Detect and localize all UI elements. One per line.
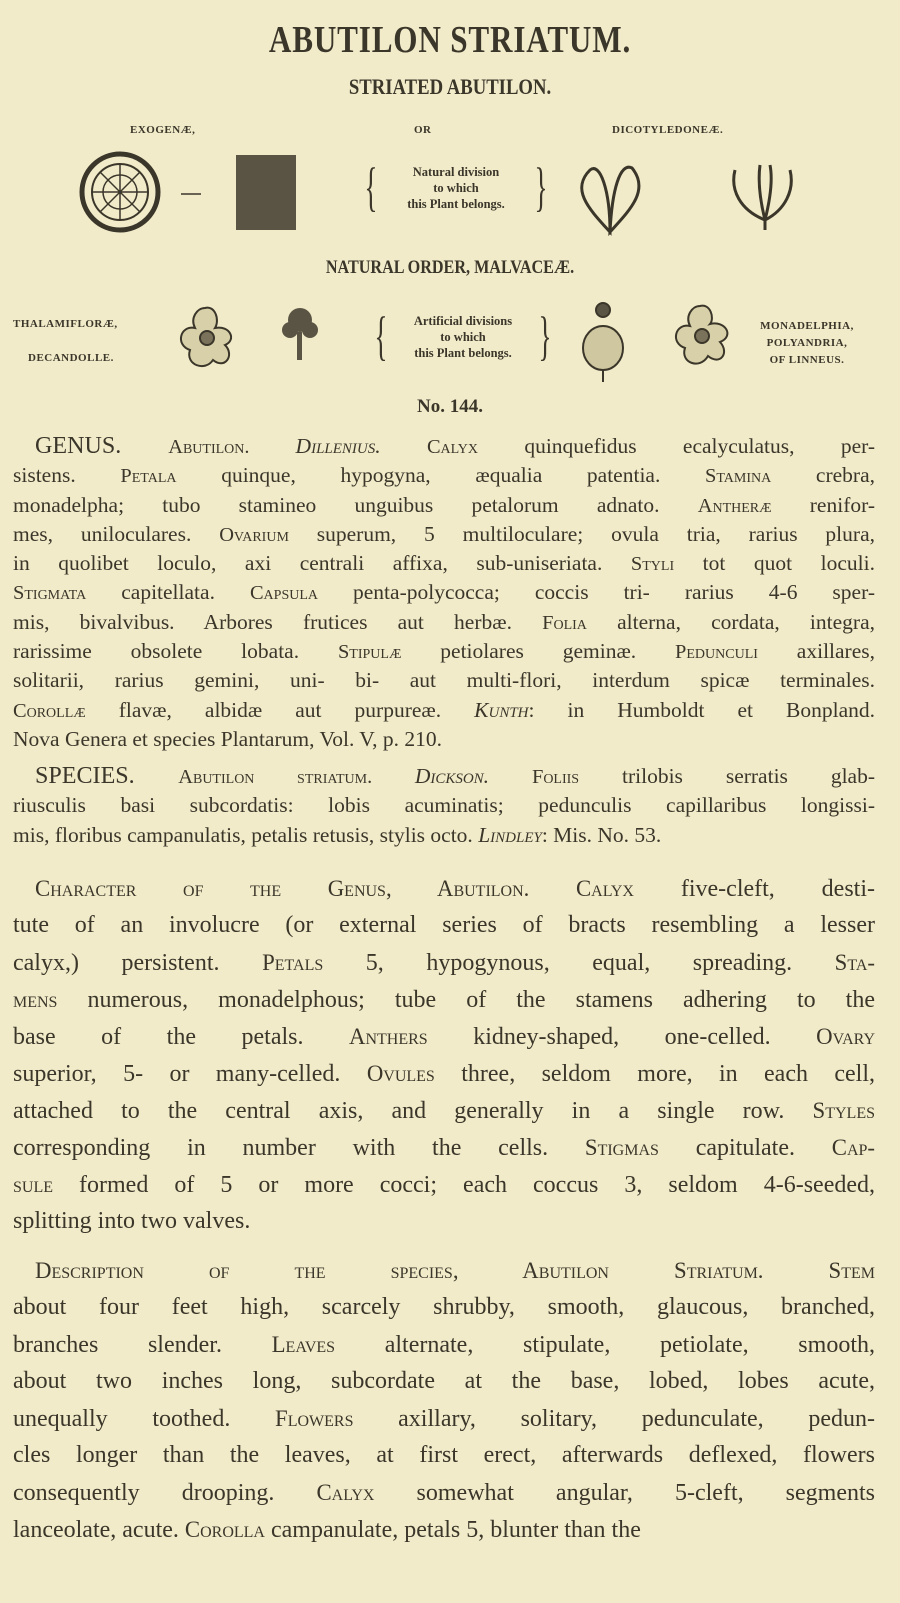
text-segment: about two inches long, subcordate at the base, lobed, lobes acute, bbox=[13, 1368, 875, 1394]
text-segment: Capsula bbox=[249, 582, 319, 605]
text-line bbox=[13, 549, 875, 578]
text-segment: Calyx bbox=[575, 876, 634, 901]
text-line bbox=[13, 696, 875, 725]
text-segment: mes, uniloculares. bbox=[13, 521, 220, 546]
text-segment: : in Humboldt et Bonpland. bbox=[528, 697, 875, 722]
text-line bbox=[13, 1326, 875, 1363]
left-system-line-1: THALAMIFLORÆ, bbox=[13, 318, 118, 330]
text-segment: Calyx bbox=[426, 436, 479, 458]
class-or: OR bbox=[414, 124, 432, 136]
text-line bbox=[13, 1289, 875, 1326]
text-line bbox=[13, 1474, 875, 1511]
text-segment: numerous, monadelphous; tube of the stamens adhering to the bbox=[57, 987, 875, 1013]
text-segment: rarissime obsolete lobata. bbox=[13, 639, 338, 664]
text-segment: Sta- bbox=[834, 950, 875, 975]
text-line bbox=[13, 1129, 875, 1166]
note-line: to which bbox=[440, 330, 486, 344]
stamen-column-icon bbox=[282, 308, 318, 360]
text-segment: Corollæ bbox=[13, 699, 86, 722]
text-segment: Pedunculi bbox=[675, 641, 758, 664]
text-segment: penta-polycocca; coccis tri- rarius 4-6 sper- bbox=[318, 580, 875, 605]
species-paragraph bbox=[13, 762, 875, 850]
text-segment: kidney-shaped, one-celled. bbox=[427, 1024, 817, 1050]
text-segment: base of the petals. bbox=[13, 1024, 349, 1050]
text-segment: attached to the central axis, and generally in a single row. bbox=[13, 1098, 813, 1124]
text-line bbox=[13, 1166, 875, 1203]
text-segment: calyx,) persistent. bbox=[13, 950, 263, 976]
text-segment: Stipulæ bbox=[337, 641, 402, 664]
text-segment: Foliis bbox=[531, 766, 580, 788]
text-line bbox=[13, 944, 875, 981]
text-segment: quinquefidus ecalyculatus, per- bbox=[478, 434, 876, 458]
fruit-icon bbox=[583, 303, 623, 382]
right-system bbox=[742, 318, 872, 369]
text-segment: corresponding in number with the cells. bbox=[13, 1135, 585, 1161]
text-segment: consequently drooping. bbox=[13, 1480, 317, 1506]
text-line bbox=[13, 762, 875, 791]
text-segment: Kunth bbox=[474, 697, 529, 722]
text-segment: formed of 5 or more cocci; each coccus 3, seldom 4-6-seeded, bbox=[53, 1172, 875, 1198]
cotyledon-illustration bbox=[570, 150, 810, 240]
text-segment: Dickson. bbox=[414, 764, 532, 788]
note-line: Artificial divisions bbox=[413, 314, 513, 328]
page-title: ABUTILON STRIATUM. bbox=[268, 19, 632, 61]
text-line bbox=[13, 491, 875, 520]
note-line: this Plant belongs. bbox=[407, 197, 505, 211]
text-segment: 5, hypogynous, equal, spreading. bbox=[323, 950, 835, 976]
text-segment: mis, floribus campanulatis, petalis retusis, stylis octo. bbox=[13, 822, 479, 847]
text-segment: Styles bbox=[812, 1098, 875, 1123]
wood-grain-icon bbox=[236, 155, 296, 230]
text-segment: renifor- bbox=[771, 492, 875, 517]
text-line bbox=[13, 637, 875, 666]
text-segment: Folia bbox=[542, 611, 587, 634]
text-segment: capitulate. bbox=[658, 1135, 832, 1161]
stem-section-illustration bbox=[78, 150, 308, 240]
text-segment: GENUS. bbox=[35, 433, 169, 459]
text-segment: Ovary bbox=[816, 1024, 875, 1049]
class-exogenae: EXOGENÆ, bbox=[130, 124, 196, 136]
flower-illustrations-left bbox=[175, 300, 345, 375]
text-segment: sistens. bbox=[13, 463, 121, 488]
text-line bbox=[13, 1203, 875, 1240]
text-line bbox=[13, 1437, 875, 1474]
text-line bbox=[13, 520, 875, 549]
text-segment: axillary, solitary, pedunculate, pedun- bbox=[353, 1406, 875, 1432]
text-segment: Petala bbox=[120, 465, 177, 488]
text-segment: tot quot loculi. bbox=[674, 551, 875, 576]
text-line bbox=[13, 432, 875, 461]
text-segment: splitting into two valves. bbox=[13, 1208, 251, 1234]
text-segment: Stamina bbox=[705, 465, 772, 488]
text-line bbox=[13, 1511, 875, 1548]
text-segment: mis, bivalvibus. Arbores frutices aut herbæ. bbox=[13, 609, 543, 634]
text-line bbox=[13, 666, 875, 695]
artificial-division-note: { Artificial divisions to which this Plant belongs. } bbox=[374, 306, 552, 366]
text-segment: Antheræ bbox=[697, 494, 772, 517]
text-line bbox=[13, 1363, 875, 1400]
text-segment: somewhat angular, 5-cleft, segments bbox=[374, 1480, 876, 1506]
text-segment: three, seldom more, in each cell, bbox=[434, 1061, 876, 1087]
seedling-icon bbox=[734, 165, 792, 230]
text-segment: alternate, stipulate, petiolate, smooth, bbox=[335, 1332, 875, 1358]
text-segment: Character of the Genus, Abutilon. bbox=[35, 876, 576, 901]
text-segment: Stigmas bbox=[584, 1135, 659, 1160]
text-segment: Abutilon striatum. bbox=[178, 766, 415, 788]
cotyledon-leaves-icon bbox=[582, 167, 639, 232]
text-line bbox=[13, 1055, 875, 1092]
text-segment: riusculis basi subcordatis: lobis acuminatis; pedunculis capillaribus longissi- bbox=[13, 793, 875, 818]
text-segment: Calyx bbox=[316, 1480, 375, 1505]
text-line bbox=[13, 578, 875, 607]
natural-order: NATURAL ORDER, MALVACEÆ. bbox=[325, 257, 575, 278]
text-segment: Abutilon. bbox=[168, 436, 296, 458]
right-system-line: OF LINNEUS. bbox=[769, 354, 845, 366]
text-segment: Corolla bbox=[184, 1517, 265, 1542]
text-segment: Stem bbox=[828, 1258, 875, 1283]
stem-cross-section-icon bbox=[82, 154, 158, 230]
genus-character-paragraph bbox=[13, 870, 875, 1240]
text-segment: Styli bbox=[630, 553, 675, 576]
text-segment: petiolares geminæ. bbox=[401, 639, 676, 664]
text-segment: Dillenius. bbox=[295, 434, 427, 458]
note-line: this Plant belongs. bbox=[414, 346, 512, 360]
text-segment: tute of an involucre (or external series of bracts resembling a lesser bbox=[13, 912, 875, 938]
genus-paragraph bbox=[13, 432, 875, 754]
right-system-line: MONADELPHIA, bbox=[760, 320, 854, 332]
page-subtitle: STRIATED ABUTILON. bbox=[348, 74, 552, 99]
text-segment: Ovarium bbox=[219, 523, 289, 546]
text-segment: quinque, hypogyna, æqualia patentia. bbox=[176, 463, 706, 488]
text-line bbox=[13, 907, 875, 944]
text-segment: cles longer than the leaves, at first erect, afterwards deflexed, flowers bbox=[13, 1442, 875, 1468]
left-system-line-2: DECANDOLLE. bbox=[28, 352, 114, 364]
class-dicotyledoneae: DICOTYLEDONEÆ. bbox=[612, 124, 724, 136]
text-line bbox=[13, 461, 875, 490]
text-segment: sule bbox=[13, 1172, 53, 1197]
natural-division-note: { Natural division to which this Plant belongs. } bbox=[364, 157, 548, 217]
species-description-paragraph bbox=[13, 1252, 875, 1548]
text-segment: : Mis. No. 53. bbox=[541, 822, 662, 847]
text-line bbox=[13, 870, 875, 907]
text-segment: Lindley bbox=[478, 822, 542, 847]
right-system-line: POLYANDRIA, bbox=[766, 337, 848, 349]
text-segment: Cap- bbox=[831, 1135, 876, 1160]
text-segment: solitarii, rarius gemini, uni- bi- aut multi-flori, interdum spicæ terminales. bbox=[13, 668, 875, 693]
text-segment: alterna, cordata, integra, bbox=[586, 609, 875, 634]
text-segment: lanceolate, acute. bbox=[13, 1517, 185, 1543]
text-segment: superior, 5- or many-celled. bbox=[13, 1061, 367, 1087]
text-segment: Description of the species, Abutilon Striatum. bbox=[35, 1258, 829, 1283]
text-segment: axillares, bbox=[757, 639, 875, 664]
text-line bbox=[13, 1018, 875, 1055]
text-segment: in quolibet loculo, axi centrali affixa, sub-uniseriata. bbox=[13, 551, 631, 576]
text-segment: Leaves bbox=[271, 1332, 336, 1357]
note-line: Natural division bbox=[412, 165, 500, 179]
text-segment: unequally toothed. bbox=[13, 1406, 276, 1432]
text-line bbox=[13, 1400, 875, 1437]
text-segment: Nova Genera et species Plantarum, Vol. V, p. 210. bbox=[13, 726, 442, 751]
text-line bbox=[13, 1252, 875, 1289]
text-line bbox=[13, 1092, 875, 1129]
text-segment: superum, 5 multiloculare; ovula tria, rarius plura, bbox=[288, 521, 875, 546]
text-segment: Flowers bbox=[275, 1406, 354, 1431]
text-segment: trilobis serratis glab- bbox=[579, 764, 876, 788]
flower-icon bbox=[676, 306, 727, 364]
text-line bbox=[13, 981, 875, 1018]
text-line bbox=[13, 608, 875, 637]
text-segment: Ovules bbox=[366, 1061, 435, 1086]
flower-icon bbox=[181, 308, 231, 366]
text-segment: about four feet high, scarcely shrubby, smooth, glaucous, branched, bbox=[13, 1294, 875, 1320]
text-segment: campanulate, petals 5, blunter than the bbox=[264, 1517, 641, 1543]
text-segment: branches slender. bbox=[13, 1332, 272, 1358]
flower-illustrations-right bbox=[570, 298, 740, 383]
text-line bbox=[13, 821, 875, 850]
text-segment: mens bbox=[13, 987, 58, 1012]
text-segment: monadelpha; tubo stamineo unguibus petalorum adnato. bbox=[13, 492, 698, 517]
plate-number: No. 144. bbox=[417, 396, 483, 417]
text-segment: capitellata. bbox=[86, 580, 250, 605]
text-segment: flavæ, albidæ aut purpureæ. bbox=[85, 697, 475, 722]
text-segment: Anthers bbox=[349, 1024, 428, 1049]
text-line bbox=[13, 791, 875, 820]
text-line bbox=[13, 725, 875, 754]
text-segment: Stigmata bbox=[13, 582, 87, 605]
note-line: to which bbox=[433, 181, 479, 195]
text-segment: Petals bbox=[262, 950, 324, 975]
text-segment: SPECIES. bbox=[35, 763, 179, 789]
text-segment: five-cleft, desti- bbox=[633, 876, 875, 902]
text-segment: crebra, bbox=[771, 463, 876, 488]
